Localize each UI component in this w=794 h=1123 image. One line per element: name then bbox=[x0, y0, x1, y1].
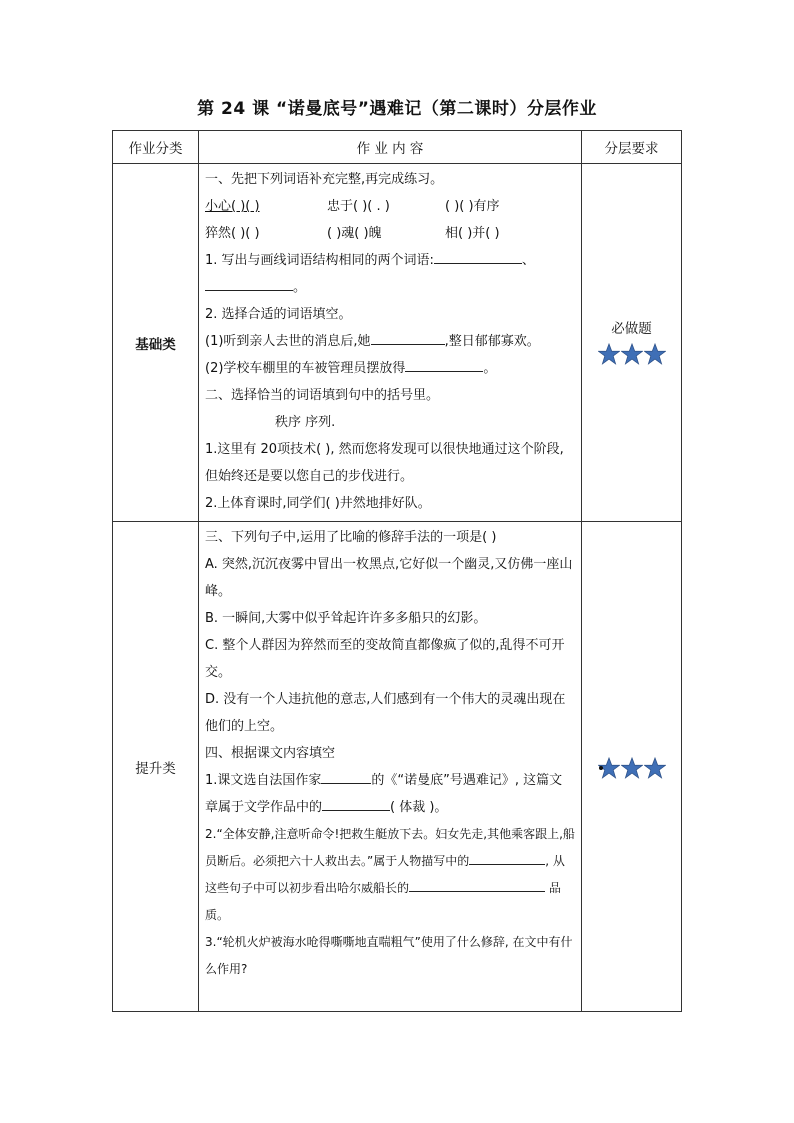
dot-mark bbox=[599, 766, 603, 770]
star-icon bbox=[598, 343, 620, 365]
word-2-3: 相( )并( ) bbox=[445, 226, 500, 241]
q1-2-a-pre: (1)听到亲人去世的消息后,她 bbox=[205, 334, 371, 349]
q3-option-a: A. 突然,沉沉夜雾中冒出一枚黑点,它好似一个幽灵,又仿佛一座山峰。 bbox=[205, 557, 573, 599]
q1-1-sep: 、 bbox=[521, 253, 535, 268]
word-2-2: ( )魂( )魄 bbox=[327, 226, 382, 241]
header-category: 作业分类 bbox=[113, 131, 199, 164]
q4-1-c: ( 体裁 )。 bbox=[390, 800, 448, 815]
q1-2-b-pre: (2)学校车棚里的车被管理员摆放得 bbox=[205, 361, 406, 376]
blank-q4-1b[interactable] bbox=[322, 796, 390, 811]
q4-2-b: , 从这些句子中可以初步看出哈尔威船长的 bbox=[205, 854, 565, 895]
word-1-1: 小心( )( ) bbox=[205, 199, 260, 214]
q1-2-b-post: 。 bbox=[483, 361, 497, 376]
table-row-basic bbox=[113, 164, 682, 522]
word-1-2: 忠于( )( . ) bbox=[327, 199, 390, 214]
words-row-2 bbox=[205, 220, 575, 247]
content-advanced bbox=[199, 522, 582, 1012]
word-2-1: 猝然( )( ) bbox=[205, 226, 260, 241]
page-title: 第 24 课 “诺曼底号”遇难记（第二课时）分层作业 bbox=[197, 99, 597, 119]
q1-1-text: 1. 写出与画线词语结构相同的两个词语: bbox=[205, 253, 434, 268]
q4-1-b: 的《“诺曼底”号遇难记》, 这篇文章属于文学作品中的 bbox=[205, 773, 563, 815]
header-content: 作 业 内 容 bbox=[199, 131, 582, 164]
blank-q4-2b[interactable] bbox=[409, 877, 545, 892]
star-rating-advanced bbox=[597, 757, 666, 779]
header-requirement: 分层要求 bbox=[582, 131, 682, 164]
q2-2: 2.上体育课时,同学们( )井然地排好队。 bbox=[205, 496, 431, 511]
q4-3: 3.“轮机火炉被海水呛得嘶嘶地直喘粗气”使用了什么修辞, 在文中有什么作用? bbox=[205, 935, 573, 976]
blank-q1-1b[interactable] bbox=[205, 276, 293, 291]
q2-options: 秩序 序列. bbox=[275, 415, 336, 430]
word-1-3: ( )( )有序 bbox=[445, 199, 500, 214]
q1-2: 2. 选择合适的词语填空。 bbox=[205, 307, 352, 322]
q2-heading: 二、选择恰当的词语填到句中的括号里。 bbox=[205, 388, 440, 403]
q4-1 bbox=[205, 767, 575, 821]
q3-option-c: C. 整个人群因为猝然而至的变故简直都像疯了似的,乱得不可开交。 bbox=[205, 638, 565, 680]
q4-2 bbox=[205, 821, 575, 929]
star-icon bbox=[621, 343, 643, 365]
q2-1: 1.这里有 20项技术( ), 然而您将发现可以很快地通过这个阶段,但始终还是要以您自己的步伐进行。 bbox=[205, 442, 564, 484]
star-icon bbox=[644, 757, 666, 779]
blank-q4-2a[interactable] bbox=[469, 850, 545, 865]
blank-q1-2b[interactable] bbox=[405, 357, 483, 372]
q3-option-d: D. 没有一个人违抗他的意志,人们感到有一个伟大的灵魂出现在他们的上空。 bbox=[205, 692, 566, 734]
blank-q4-1a[interactable] bbox=[321, 769, 371, 784]
q1-heading: 一、先把下列词语补充完整,再完成练习。 bbox=[205, 172, 444, 187]
requirement-advanced bbox=[582, 522, 682, 1012]
blank-q1-2a[interactable] bbox=[371, 330, 445, 345]
table-header-row bbox=[113, 131, 682, 164]
category-advanced: 提升类 bbox=[113, 522, 199, 1012]
star-rating-basic bbox=[598, 343, 666, 365]
content-basic bbox=[199, 164, 582, 522]
homework-table bbox=[112, 130, 682, 1012]
requirement-basic bbox=[582, 164, 682, 522]
q4-2-c: 品质。 bbox=[205, 881, 561, 922]
q1-1-cont bbox=[205, 274, 575, 301]
q1-1-end: 。 bbox=[293, 280, 307, 295]
q4-heading: 四、根据课文内容填空 bbox=[205, 746, 336, 761]
q4-2-a: 2.“全体安静,注意听命令!把救生艇放下去。妇女先走,其他乘客跟上,船员断后。必须把六十人救出去。”属于人物描写中的 bbox=[205, 827, 575, 868]
q3-heading: 三、下列句子中,运用了比喻的修辞手法的一项是( ) bbox=[205, 530, 497, 545]
q1-1 bbox=[205, 247, 575, 274]
star-icon bbox=[621, 757, 643, 779]
q1-2-a bbox=[205, 328, 575, 355]
q1-2-b bbox=[205, 355, 575, 382]
table-row-advanced bbox=[113, 522, 682, 1012]
words-row-1 bbox=[205, 193, 575, 220]
star-icon bbox=[644, 343, 666, 365]
q3-option-b: B. 一瞬间,大雾中似乎耸起许许多多船只的幻影。 bbox=[205, 611, 487, 626]
q1-2-a-post: ,整日郁郁寡欢。 bbox=[444, 334, 540, 349]
q4-1-a: 1.课文选自法国作家 bbox=[205, 773, 322, 788]
blank-q1-1a[interactable] bbox=[434, 249, 522, 264]
category-basic: 基础类 bbox=[113, 164, 199, 522]
requirement-label: 必做题 bbox=[611, 320, 652, 337]
